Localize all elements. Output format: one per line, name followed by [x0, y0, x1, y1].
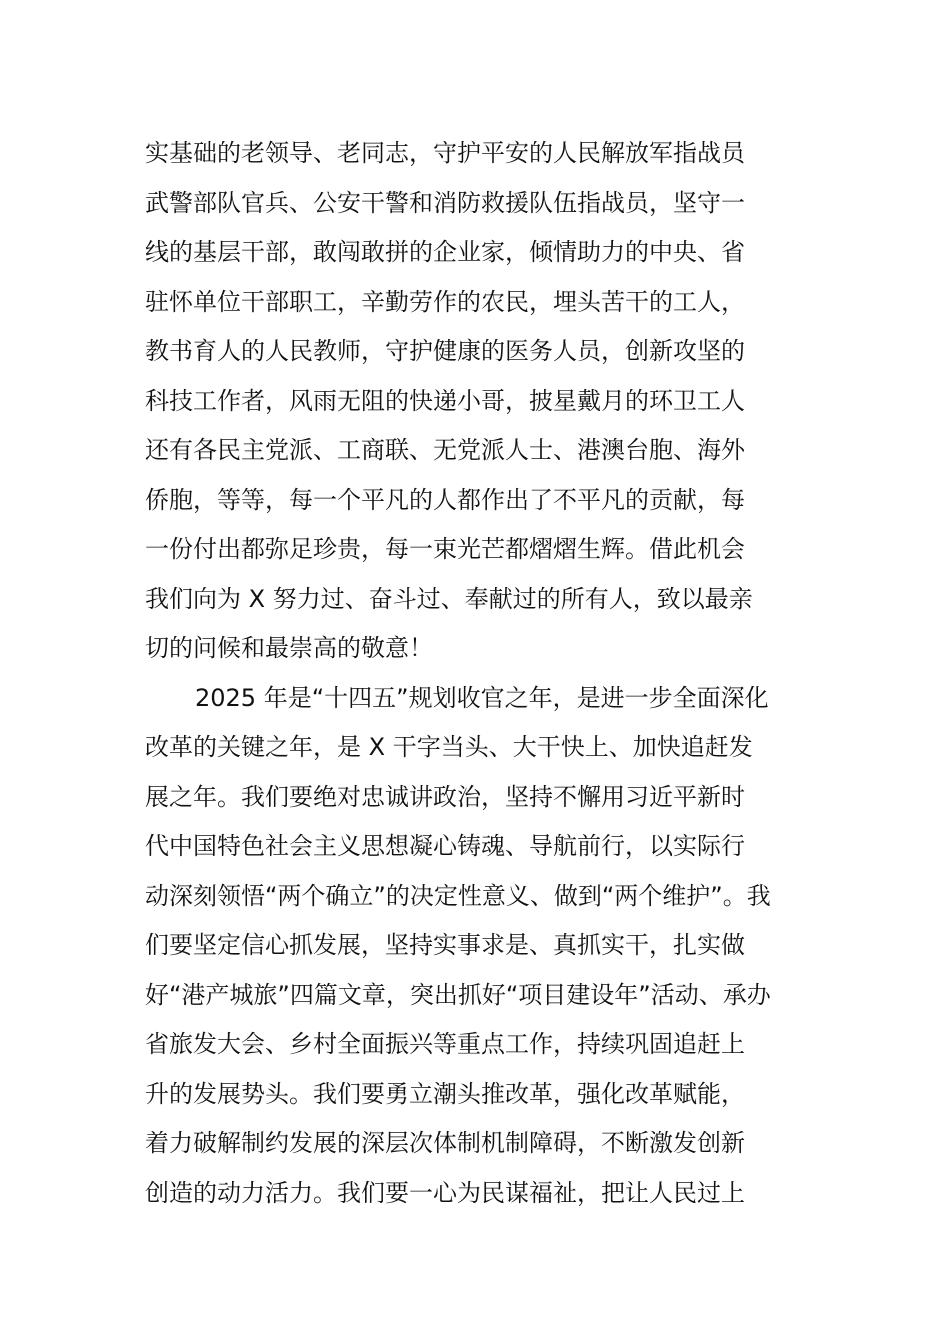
text-line: 还有各民主党派、工商联、无党派人士、港澳台胞、海外 — [145, 436, 745, 464]
text-line: 武警部队官兵、公安干警和消防救援队伍指战员，坚守一 — [145, 188, 745, 217]
text-line: 一份付出都弥足珍贵，每一束光芒都熠熠生辉。借此机会 — [145, 535, 745, 563]
text-line: 实基础的老领导、老同志，守护平安的人民解放军指战员 — [145, 139, 745, 167]
text-line: 升的发展势头。我们要勇立潮头推改革，强化改革赋能， — [145, 1079, 745, 1108]
text-line: 展之年。我们要绝对忠诚讲政治，坚持不懈用习近平新时 — [145, 782, 745, 811]
text-line: 好“港产城旅”四篇文章，突出抓好“项目建设年”活动、承办 — [145, 980, 771, 1009]
paragraph-first-line: 2025 年是“十四五”规划收官之年，是进一步全面深化 — [195, 683, 769, 712]
text-line: 改革的关键之年，是 X 干字当头、大干快上、加快追赶发 — [145, 733, 753, 761]
text-line: 线的基层干部，敢闯敢拼的企业家，倾情助力的中央、省 — [145, 238, 745, 266]
text-line: 着力破解制约发展的深层次体制机制障碍，不断激发创新 — [145, 1129, 745, 1157]
text-line: 创造的动力活力。我们要一心为民谋福祉，把让人民过上 — [145, 1178, 745, 1207]
text-line: 代中国特色社会主义思想凝心铸魂、导航前行，以实际行 — [145, 832, 745, 860]
text-line: 动深刻领悟“两个确立”的决定性意义、做到“两个维护”。我 — [145, 881, 771, 910]
text-line: 教书育人的人民教师，守护健康的医务人员，创新攻坚的 — [145, 337, 745, 365]
text-line: 们要坚定信心抓发展，坚持实事求是、真抓实干，扎实做 — [145, 931, 745, 959]
text-line: 驻怀单位干部职工，辛勤劳作的农民，埋头苦干的工人， — [145, 287, 745, 316]
body-text — [145, 129, 810, 1218]
text-line: 省旅发大会、乡村全面振兴等重点工作，持续巩固追赶上 — [145, 1030, 745, 1058]
text-line: 切的问候和最崇高的敬意！ — [145, 634, 433, 662]
text-line: 我们向为 X 努力过、奋斗过、奉献过的所有人，致以最亲 — [145, 584, 753, 613]
text-line: 科技工作者，风雨无阻的快递小哥，披星戴月的环卫工人 — [145, 386, 745, 415]
text-line: 侨胞，等等，每一个平凡的人都作出了不平凡的贡献，每 — [145, 485, 745, 514]
